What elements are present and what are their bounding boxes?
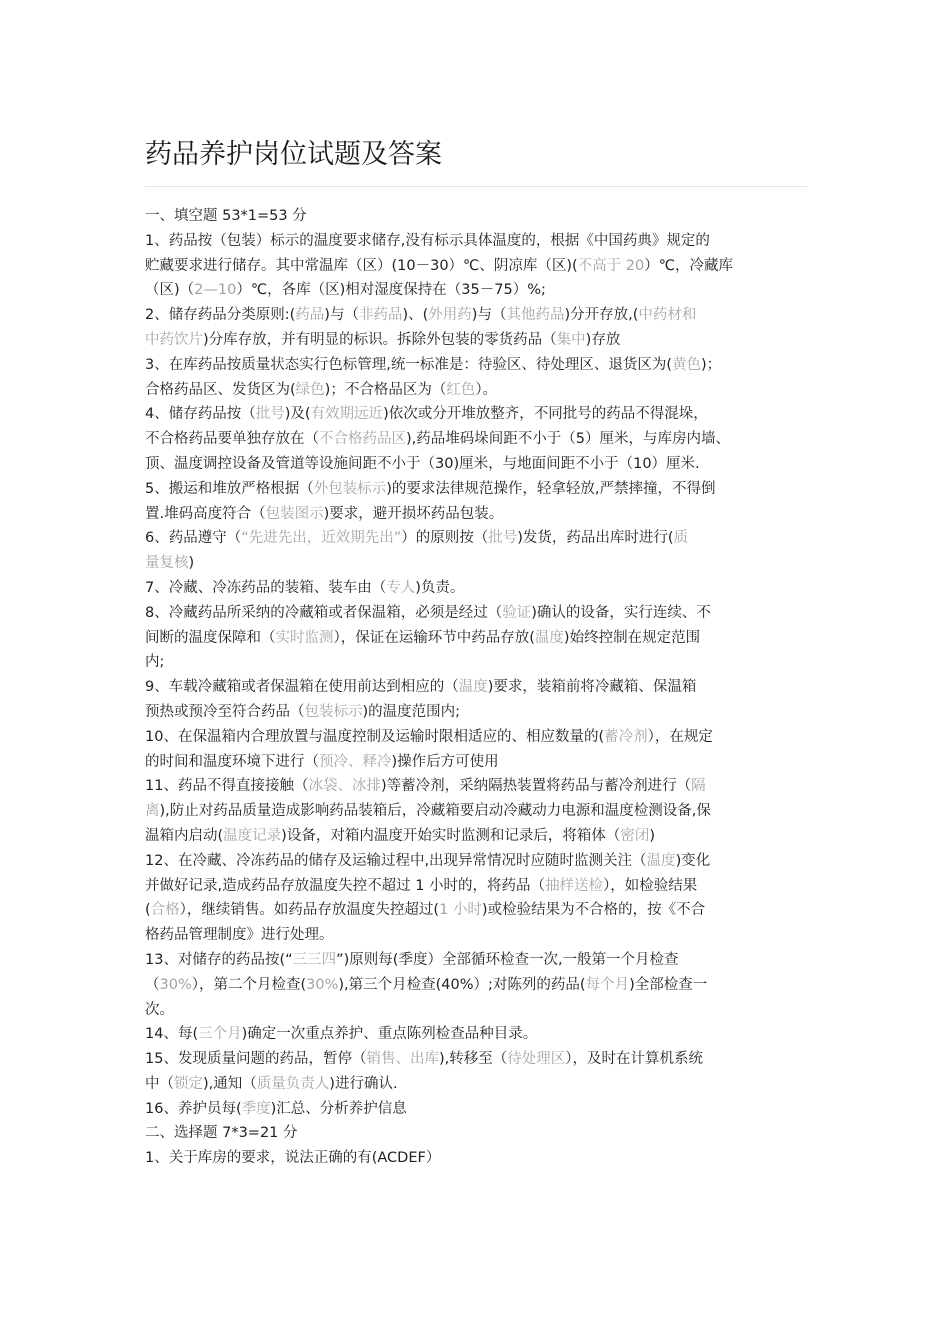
- answer-text: 有效期远近: [310, 406, 384, 423]
- question-text: 4、储存药品按（: [145, 406, 256, 423]
- question-text: )与（: [471, 307, 507, 324]
- text-line: [145, 1146, 810, 1171]
- question-text: ),通知（: [203, 1075, 257, 1092]
- answer-text: 每个月: [585, 976, 630, 993]
- answer-text: 离: [145, 803, 160, 820]
- answer-text: 中药饮片: [145, 331, 203, 348]
- question-text: ），保证在运输环节中药品存放(: [333, 629, 535, 646]
- question-text: ）。: [475, 381, 498, 398]
- answer-text: 绿色: [295, 381, 325, 398]
- answer-text: 质量负责人: [256, 1075, 330, 1092]
- answer-text: 三三四: [292, 951, 337, 968]
- question-text: 合格药品区、发货区为(: [145, 381, 296, 398]
- answer-text: 批号: [488, 530, 518, 547]
- answer-text: 预冷、释冷: [319, 753, 392, 770]
- text-line: [145, 551, 810, 576]
- answer-text: 不合格药品区: [319, 431, 406, 448]
- text-line: [145, 1121, 810, 1146]
- question-text: 二、选择题 7*3=21 分: [145, 1125, 298, 1142]
- text-line: [145, 725, 810, 750]
- question-text: 格药品管理制度》进行处理。: [145, 927, 334, 944]
- question-text: 预热或预冷至符合药品（: [145, 703, 305, 720]
- text-line: [145, 799, 810, 824]
- answer-text: 量复核: [145, 555, 189, 572]
- text-line: [145, 824, 810, 849]
- question-text: 6、药品遵守（: [145, 530, 242, 547]
- text-line: [145, 700, 810, 725]
- text-line: [145, 774, 810, 799]
- question-text: )汇总、分析养护信息: [270, 1100, 407, 1117]
- document-title: 药品养护岗位试题及答案: [145, 139, 442, 170]
- question-text: 8、冷藏药品所采纳的冷藏箱或者保温箱，必须是经过（: [145, 604, 503, 621]
- question-text: 16、养护员每(: [145, 1100, 242, 1117]
- answer-text: 红色: [446, 381, 476, 398]
- answer-text: 锁定: [174, 1075, 203, 1092]
- question-text: ): [188, 555, 195, 572]
- question-text: )确认的设备，实行连续、不: [531, 604, 711, 621]
- title-divider: [145, 186, 807, 187]
- text-line: [145, 254, 810, 279]
- answer-text: 2—10: [194, 282, 237, 299]
- text-line: [145, 576, 810, 601]
- text-line: [145, 278, 810, 303]
- answer-text: 中药材和: [638, 307, 697, 324]
- text-line: [145, 229, 810, 254]
- text-line: [145, 303, 810, 328]
- answer-text: 外包装标示: [313, 480, 387, 497]
- question-text: ），继续销售。如药品存放温度失控超过(: [179, 902, 440, 919]
- question-text: 5、搬运和堆放严格根据（: [145, 480, 314, 497]
- text-line: [145, 849, 810, 874]
- question-text: )发货，药品出库时进行(: [517, 530, 674, 547]
- answer-text: 密闭: [620, 827, 650, 844]
- question-text: )确定一次重点养护、重点陈列检查品种目录。: [241, 1026, 538, 1043]
- answer-text: 其他药品: [506, 307, 565, 324]
- answer-text: 不高于 20: [577, 257, 645, 274]
- answer-text: 黄色: [672, 356, 701, 373]
- question-text: ），及时在计算机系统: [565, 1051, 703, 1068]
- answer-text: 季度: [241, 1100, 271, 1117]
- question-text: )、(: [402, 307, 429, 324]
- question-text: 一、填空题 53*1=53 分: [145, 208, 307, 224]
- question-text: ），第二个月检查(: [191, 976, 307, 993]
- question-text: )变化: [675, 852, 711, 869]
- question-text: ),防止对药品质量造成影响药品装箱后，冷藏箱要启动冷藏动力电源和温度检测设备,保: [159, 803, 711, 820]
- text-line: [145, 502, 810, 527]
- question-text: )分库存放，并有明显的标识。拆除外包装的零货药品（: [203, 331, 557, 348]
- question-text: ），如检验结果: [603, 877, 698, 894]
- question-text: 2、储存药品分类原则:(: [145, 307, 296, 324]
- answer-text: 合格: [150, 902, 180, 919]
- text-line: [145, 452, 810, 477]
- answer-text: 温度记录: [223, 827, 282, 844]
- text-line: [145, 601, 810, 626]
- question-text: 内;: [145, 654, 165, 671]
- question-text: 3、在库药品按质量状态实行色标管理,统一标准是：待验区、待处理区、退货区为(: [145, 356, 672, 373]
- question-text: )等蓄冷剂，采纳隔热装置将药品与蓄冷剂进行（: [380, 778, 692, 795]
- question-text: 的时间和温度环境下进行（: [145, 753, 319, 770]
- answer-text: 待处理区: [507, 1051, 566, 1068]
- text-line: [145, 1022, 810, 1047]
- question-text: ”)原则每(季度）全部循环检查一次,一般第一个月检查: [336, 951, 679, 968]
- answer-text: 温度: [646, 852, 676, 869]
- question-text: 13、对储存的药品按(“: [145, 951, 293, 968]
- question-text: )的温度范围内;: [362, 703, 461, 720]
- text-line: [145, 1072, 810, 1097]
- question-text: )负责。: [415, 579, 465, 596]
- answer-text: 药品: [295, 307, 325, 324]
- question-text: 间断的温度保障和（: [145, 629, 276, 646]
- question-text: （: [145, 976, 160, 993]
- question-text: )；: [701, 356, 722, 373]
- text-line: [145, 378, 810, 403]
- question-text: )全部检查一: [629, 976, 708, 993]
- question-text: 7、冷藏、冷冻药品的装箱、装车由（: [145, 579, 387, 596]
- text-line: [145, 675, 810, 700]
- text-line: [145, 328, 810, 353]
- question-text: 置.堆码高度符合（: [145, 505, 266, 522]
- question-text: ），在规定: [647, 728, 713, 745]
- text-line: [145, 874, 810, 899]
- answer-text: 1 小时: [439, 902, 482, 919]
- answer-text: “先进先出，近效期先出”: [241, 530, 402, 547]
- question-text: 顶、温度调控设备及管道等设施间距不小于（30)厘米，与地面间距不小于（10）厘米.: [145, 455, 700, 472]
- question-text: )；不合格品区为（: [324, 381, 447, 398]
- question-text: )或检验结果为不合格的，按《不合: [481, 902, 706, 919]
- question-text: ）的原则按（: [401, 530, 489, 547]
- question-text: )要求，避开损坏药品包装。: [323, 505, 504, 522]
- text-line: [145, 526, 810, 551]
- question-text: 中（: [145, 1075, 174, 1092]
- question-text: 10、在保温箱内合理放置与温度控制及运输时限相适应的、相应数量的(: [145, 728, 605, 745]
- question-text: 不合格药品要单独存放在（: [145, 431, 319, 448]
- question-text: (: [145, 902, 151, 919]
- question-text: ),药品堆码垛间距不小于（5）厘米，与库房内墙、: [406, 431, 730, 448]
- question-text: 次。: [145, 1001, 174, 1018]
- text-line: [145, 626, 810, 651]
- text-line: [145, 353, 810, 378]
- answer-text: 温度: [534, 629, 564, 646]
- question-text: )存放: [585, 331, 621, 348]
- question-text: ）℃，各库（区)相对湿度保持在（35－75）%;: [236, 282, 546, 299]
- text-line: [145, 750, 810, 775]
- question-text: 温箱内启动(: [145, 827, 224, 844]
- question-text: )始终控制在规定范围: [563, 629, 701, 646]
- text-line: [145, 1047, 810, 1072]
- answer-text: 三个月: [198, 1026, 242, 1043]
- question-text: 11、药品不得直接接触（: [145, 778, 309, 795]
- question-text: ),转移至（: [438, 1051, 508, 1068]
- question-text: )进行确认.: [329, 1075, 398, 1092]
- question-text: 1、药品按（: [145, 232, 227, 249]
- question-text: ）标示的温度要求储存,没有标示具体温度的，根据《中国药典》规定的: [255, 232, 710, 249]
- answer-text: 集中: [556, 331, 586, 348]
- question-text: ),第三个月检查(40%）;对陈列的药品(: [338, 976, 586, 993]
- question-text: 9、车载冷藏箱或者保温箱在使用前达到相应的（: [145, 679, 459, 696]
- text-line: [145, 923, 810, 948]
- answer-text: 30%: [306, 976, 339, 993]
- question-text: )设备，对箱内温度开始实时监测和记录后，将箱体（: [281, 827, 621, 844]
- question-text: )的要求法律规范操作，轻拿轻放,严禁摔撞，不得倒: [386, 480, 716, 497]
- answer-text: 隔: [691, 778, 706, 795]
- answer-text: 外用药: [428, 307, 472, 324]
- answer-text: 包装图示: [265, 505, 324, 522]
- text-line: [145, 477, 810, 502]
- answer-text: 冰袋、冰排: [308, 778, 381, 795]
- text-line: [145, 973, 810, 998]
- question-text: 14、每(: [145, 1026, 199, 1043]
- answer-text: 批号: [255, 406, 285, 423]
- question-text: ): [649, 827, 655, 844]
- text-line: [145, 204, 810, 229]
- answer-text: 30%: [159, 976, 192, 993]
- question-text: （区)（: [145, 282, 195, 299]
- text-line: [145, 427, 810, 452]
- text-line: [145, 650, 810, 675]
- answer-text: 非药品: [358, 307, 403, 324]
- question-text: )操作后方可使用: [391, 753, 499, 770]
- question-text: 15、发现质量问题的药品，暂停（: [145, 1051, 367, 1068]
- question-text: 包装: [226, 232, 256, 249]
- question-text: 并做好记录,造成药品存放温度失控不超过 1 小时的，将药品（: [145, 877, 546, 894]
- question-text: )与（: [324, 307, 359, 324]
- text-line: [145, 998, 810, 1023]
- question-text: 贮藏要求进行储存。其中常温库（区）(10－30）℃、阴凉库（区)(: [145, 257, 578, 274]
- answer-text: 包装标示: [304, 703, 363, 720]
- text-line: [145, 1097, 810, 1122]
- text-line: [145, 948, 810, 973]
- question-text: 12、在冷藏、冷冻药品的储存及运输过程中,出现异常情况时应随时监测关注（: [145, 852, 647, 869]
- answer-text: 专人: [386, 579, 416, 596]
- answer-text: 温度: [458, 679, 488, 696]
- text-line: [145, 898, 810, 923]
- question-text: 1、关于库房的要求，说法正确的有(ACDEF）: [145, 1150, 441, 1167]
- question-text: )要求，装箱前将冷藏箱、保温箱: [487, 679, 697, 696]
- answer-text: 蓄冷剂: [604, 728, 648, 745]
- answer-text: 验证: [502, 604, 532, 621]
- text-line: [145, 402, 810, 427]
- question-text: )及(: [284, 406, 311, 423]
- answer-text: 质: [673, 530, 689, 547]
- answer-text: 销售、出库: [366, 1051, 439, 1068]
- document-body: [145, 204, 810, 1171]
- question-text: ）℃，冷藏库: [644, 257, 734, 274]
- question-text: )分开存放,(: [564, 307, 639, 324]
- answer-text: 实时监测: [275, 629, 334, 646]
- answer-text: 抽样送检: [545, 877, 604, 894]
- question-text: )依次或分开堆放整齐，不同批号的药品不得混垛，: [383, 406, 708, 423]
